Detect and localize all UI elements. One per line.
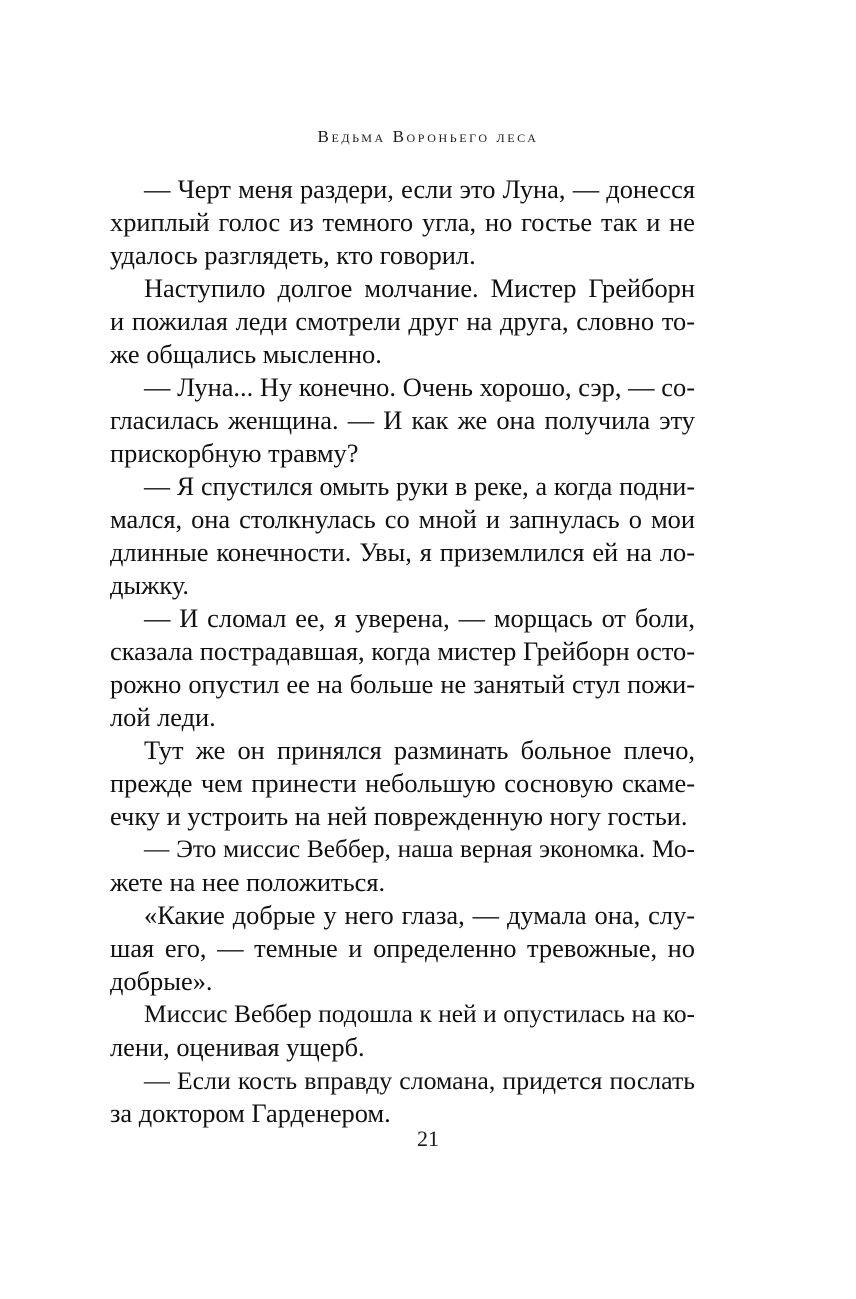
text-line: прежде чем принести небольшую сосновую скаме- [110,768,695,798]
body-text [110,173,695,1130]
page-number: 21 [417,1126,439,1151]
text-line: за доктором Гарденером. [110,1098,391,1128]
text-line: лени, оценивая ущерб. [110,1032,365,1062]
text-line: Тут же он принялся разминать больное плечо, [144,735,695,765]
text-line: ечку и устроить на ней поврежденную ногу гостьи. [110,801,688,831]
text-line: прискорбную травму? [110,438,359,468]
text-line: — И сломал ее, я уверена, — морщась от боли, [144,603,695,633]
text-line: жете на нее положиться. [110,867,386,897]
text-line: дыжку. [110,570,189,600]
text-line: — Я спустился омыть руки в реке, а когда подни- [144,472,695,501]
text-line: — Луна... Ну конечно. Очень хорошо, сэр, — со- [144,372,695,402]
text-line: — Если кость вправду сломана, придется послать [144,1066,695,1095]
text-line: — Это миссис Веббер, наша верная экономка. Мо- [144,835,695,863]
text-line: и пожилая леди смотрели друг на друга, словно то- [110,306,695,336]
text-line: же общались мысленно. [110,339,382,369]
text-line: Миссис Веббер подошла к ней и опустилась на ко- [144,1000,695,1028]
text-line: лой леди. [110,702,216,732]
text-line: рожно опустил ее на больше не занятый стул пожи- [110,669,695,699]
text-line: мался, она столкнулась со мной и запнулась о мои [110,504,695,534]
text-line: гласилась женщина. — И как же она получила эту [110,405,695,435]
text-line: — Черт меня раздери, если это Луна, — донесся [144,174,695,204]
text-line: Наступило долгое молчание. Мистер Грейборн [144,273,695,303]
text-line: удалось разглядеть, кто говорил. [110,240,476,270]
text-line: шая его, — темные и определенно тревожные, но [110,933,695,963]
text-line: сказала пострадавшая, когда мистер Грейборн осто- [110,636,695,666]
text-line: «Какие добрые у него глаза, — думала она, слу- [144,900,695,930]
text-line: добрые». [110,966,213,996]
text-line: длинные конечности. Увы, я приземлился ей на ло- [110,537,695,567]
text-line: хриплый голос из темного угла, но гостье так и не [110,207,695,237]
running-head: Ведьма Вороньего леса [317,127,539,146]
